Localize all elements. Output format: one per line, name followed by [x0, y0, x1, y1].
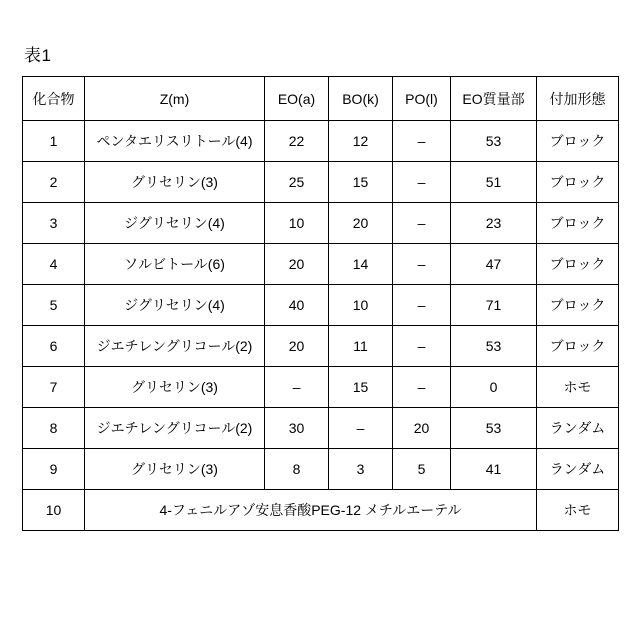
cell-compound-id: 2: [23, 162, 85, 203]
cell-addition-form: ブロック: [537, 203, 619, 244]
cell-addition-form: ブロック: [537, 121, 619, 162]
cell-z: ジグリセリン(4): [85, 285, 265, 326]
compound-table: [22, 76, 619, 531]
table-row: [23, 326, 619, 367]
cell-po: –: [393, 326, 451, 367]
cell-po: –: [393, 203, 451, 244]
cell-po: –: [393, 121, 451, 162]
table-caption: 表1: [24, 46, 52, 65]
cell-bo: 3: [329, 449, 393, 490]
cell-addition-form: ホモ: [537, 367, 619, 408]
table-row: [23, 367, 619, 408]
cell-addition-form: ブロック: [537, 244, 619, 285]
cell-bo: 14: [329, 244, 393, 285]
cell-compound-id: 4: [23, 244, 85, 285]
table-row: [23, 121, 619, 162]
cell-po: 5: [393, 449, 451, 490]
cell-eo: 8: [265, 449, 329, 490]
cell-z: ジエチレングリコール(2): [85, 326, 265, 367]
cell-eo: 25: [265, 162, 329, 203]
cell-compound-id: 9: [23, 449, 85, 490]
cell-eo-mass: 53: [451, 408, 537, 449]
cell-eo: 30: [265, 408, 329, 449]
cell-addition-form: ブロック: [537, 326, 619, 367]
cell-compound-id: 8: [23, 408, 85, 449]
table-row: [23, 244, 619, 285]
cell-eo-mass: 41: [451, 449, 537, 490]
table-row: [23, 408, 619, 449]
column-header-po: PO(l): [393, 77, 451, 121]
column-header-bo: BO(k): [329, 77, 393, 121]
cell-po: –: [393, 162, 451, 203]
cell-eo: 20: [265, 244, 329, 285]
cell-eo-mass: 0: [451, 367, 537, 408]
cell-addition-form: ホモ: [537, 490, 619, 531]
table-row-last: [23, 490, 619, 531]
cell-z: ペンタエリスリトール(4): [85, 121, 265, 162]
cell-eo-mass: 51: [451, 162, 537, 203]
cell-eo-mass: 53: [451, 326, 537, 367]
column-header-eo-mass: EO質量部: [451, 77, 537, 121]
cell-compound-id: 7: [23, 367, 85, 408]
cell-po: –: [393, 285, 451, 326]
cell-bo: 10: [329, 285, 393, 326]
column-header-compound: 化合物: [23, 77, 85, 121]
cell-eo: 22: [265, 121, 329, 162]
cell-description: 4-フェニルアゾ安息香酸PEG-12 メチルエーテル: [85, 490, 537, 531]
cell-z: グリセリン(3): [85, 367, 265, 408]
cell-po: 20: [393, 408, 451, 449]
cell-eo: 20: [265, 326, 329, 367]
cell-z: ジエチレングリコール(2): [85, 408, 265, 449]
cell-eo-mass: 47: [451, 244, 537, 285]
cell-bo: 15: [329, 162, 393, 203]
cell-bo: 20: [329, 203, 393, 244]
cell-z: ジグリセリン(4): [85, 203, 265, 244]
cell-addition-form: ランダム: [537, 408, 619, 449]
cell-eo: 10: [265, 203, 329, 244]
cell-eo-mass: 71: [451, 285, 537, 326]
table-row: [23, 285, 619, 326]
cell-compound-id: 5: [23, 285, 85, 326]
cell-compound-id: 1: [23, 121, 85, 162]
cell-bo: –: [329, 408, 393, 449]
cell-eo: 40: [265, 285, 329, 326]
table-row: [23, 203, 619, 244]
cell-po: –: [393, 244, 451, 285]
cell-z: ソルビトール(6): [85, 244, 265, 285]
column-header-addition-form: 付加形態: [537, 77, 619, 121]
cell-bo: 11: [329, 326, 393, 367]
cell-eo-mass: 23: [451, 203, 537, 244]
cell-addition-form: ブロック: [537, 162, 619, 203]
cell-z: グリセリン(3): [85, 162, 265, 203]
cell-compound-id: 10: [23, 490, 85, 531]
table-header-row: [23, 77, 619, 121]
cell-bo: 12: [329, 121, 393, 162]
table-row: [23, 162, 619, 203]
cell-addition-form: ランダム: [537, 449, 619, 490]
cell-compound-id: 3: [23, 203, 85, 244]
cell-po: –: [393, 367, 451, 408]
column-header-eo: EO(a): [265, 77, 329, 121]
cell-bo: 15: [329, 367, 393, 408]
cell-eo: –: [265, 367, 329, 408]
cell-z: グリセリン(3): [85, 449, 265, 490]
cell-addition-form: ブロック: [537, 285, 619, 326]
cell-eo-mass: 53: [451, 121, 537, 162]
table-row: [23, 449, 619, 490]
column-header-z: Z(m): [85, 77, 265, 121]
cell-compound-id: 6: [23, 326, 85, 367]
